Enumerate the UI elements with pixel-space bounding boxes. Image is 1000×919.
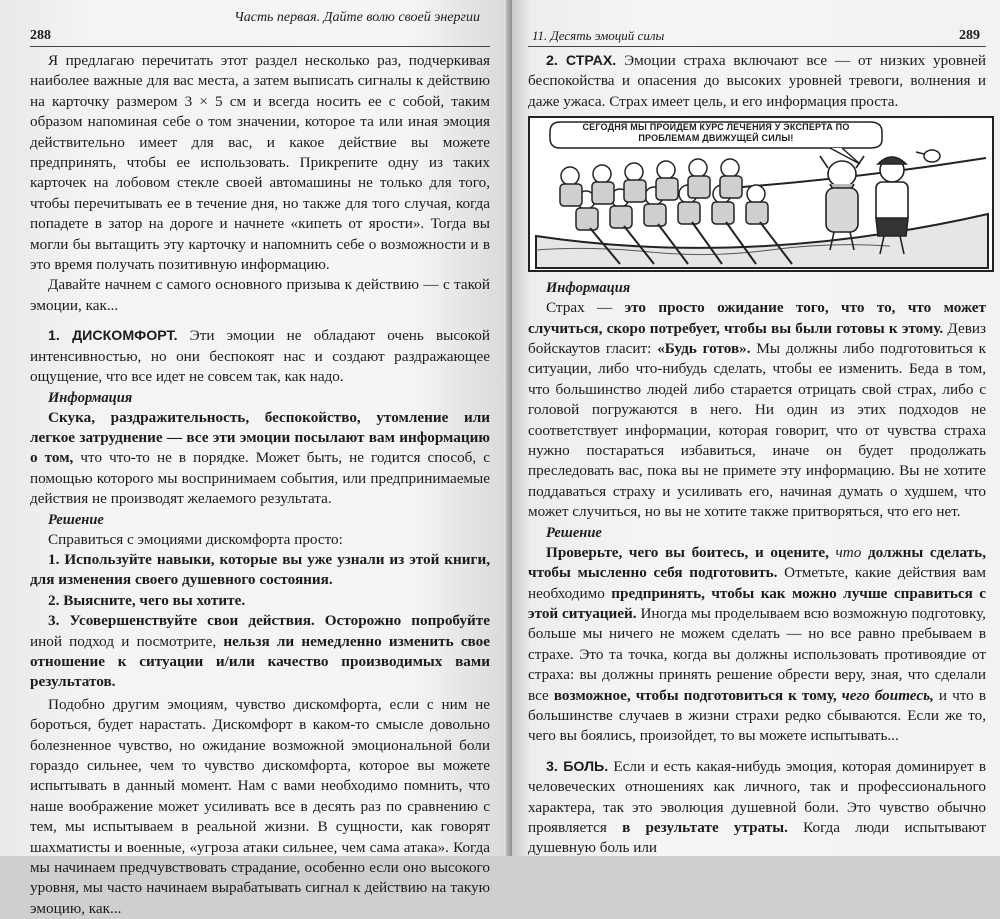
chapter-title: 11. Десять эмоций силы xyxy=(532,28,665,43)
chapter-title: Часть первая. Дайте волю своей энергии xyxy=(234,10,480,25)
section-fear: 2. СТРАХ. Эмоции страха включают все — от низких уровней беспокойства и опасения до высоких уровней тревоги, волнения и даже ужаса. Страх имеет цель, и его информация проста. xyxy=(528,52,986,110)
right-page xyxy=(512,0,1000,856)
intro-paragraph: Я предлагаю перечитать этот раздел несколько раз, подчеркивая наиболее важные для вас места, а затем выписать сигналы к действию на карточку размером 3 × 5 см и всегда носить ее с собой, таким образом напоминая себе о том значении, которое та или иная эмоция действительно имеет для вас, и какое действие вы можете предпринять, чтобы ее использовать. Прикрепите одну из таких карточек на лобовом стекле своей автомашины не только для того, чтобы перечитывать ее в течение дня, но также для того случая, когда попадете в затор на дороге и начнете «кипеть от ярости». Тогда вы могли бы вытащить эту карточку и напомнить себе о возможности и в это время получать позитивную информацию. xyxy=(30,52,490,274)
solution-label: Решение xyxy=(546,524,602,541)
step-3: 3. Усовершенствуйте свои действия. Осторожно попробуйте иной подход и посмотрите, нельзя ли немедленно изменить свое отношение к ситуации и/или качество производимых вами результатов. xyxy=(30,612,490,691)
section-heading: 2. СТРАХ. xyxy=(546,53,617,69)
section-discomfort: 1. ДИСКОМФОРТ. Эти эмоции не обладают очень высокой интенсивностью, но они беспокоят нас и создают раздражающее ощущение, что все идет не совсем так, как надо. xyxy=(30,327,490,386)
info-paragraph: Скука, раздражительность, беспокойство, утомление или легкое затруднение — все эти эмоции посылают вам информацию о том, что что-то не в порядке. Может быть, не годится способ, с помощью которого мы воспринимаем события, или предпринимаемые действия не производят желаемого результата. xyxy=(30,408,490,508)
page-number: 288 xyxy=(30,28,51,43)
cartoon-illustration xyxy=(528,116,994,272)
fear-info-paragraph: Страх — это просто ожидание того, что то, что может случиться, скоро потребует, чтобы вы были готовы к этому. Девиз бойскаутов гласит: «Будь готов». Мы должны либо подготовиться к ситуации, либо что-нибудь сделать, чтобы ее изменить. Беда в том, что большинство людей либо старается отрицать свой страх, либо с головой погружаются в него. Ни один из этих подходов не соответствует информации, которая говорит, что от чувства страха нужно постараться избавиться, иначе он будет продолжать преследовать вас, пока вы не примете эту информацию. Вы не хотите поддаваться страху и усиливать его, начиная думать о худшем, что может случиться, но вы не хотите также притворяться, что его нет. xyxy=(528,299,987,521)
page-number: 289 xyxy=(959,28,980,43)
info-label: Информация xyxy=(546,280,631,297)
left-running-head xyxy=(30,8,490,47)
fear-solution-paragraph: Проверьте, чего вы боитесь, и оцените, что должны сделать, чтобы мысленно себя подготовить. Отметьте, какие действия вам необходимо предпринять, чтобы как можно лучше справиться с этой ситуацией. Иногда мы проделываем всю возможную подготовку, больше мы ничего не можем сделать — но все равно пребываем в страхе. Это та точка, когда вы должны использовать противоядие от страха: вы должны принять решение обрести веру, зная, что сделали все возможное, чтобы подготовиться к тому, чего боитесь, и что в большинстве случаев в жизни страхи редко сбываются. Если же то, чего вы боялись, произойдет, то вы можете испытывать... xyxy=(528,543,987,745)
section-heading: 3. БОЛЬ. xyxy=(546,758,609,775)
right-running-head xyxy=(528,8,986,47)
cartoon-caption: СЕГОДНЯ МЫ ПРОЙДЕМ КУРС ЛЕЧЕНИЯ У ЭКСПЕРТА ПО ПРОБЛЕМАМ ДВИЖУЩЕЙ СИЛЫ! xyxy=(582,122,850,144)
closing-paragraph: Подобно другим эмоциям, чувство дискомфорта, если с ним не бороться, будет нарастать. Дискомфорт в каком-то смысле довольно болезненное чувство, но ожидание возможной эмоциональной боли гораздо сильнее, чем то чувство дискомфорта, которое вы можете испытывать в данный момент. Нам с вами необходимо помнить, что наше воображение может усиливать все в десять раз по сравнению с тем, мы испытываем в реальной жизни. В сущности, как говорят шахматисты и военные, «угроза атаки сильнее, чем сама атака». Когда мы начинаем предчувствовать страдание, особенно если оно высокого уровня, мы часто начинаем вырабатывать сигнал к действию на такую эмоцию, как... xyxy=(30,695,490,917)
section-heading: 1. ДИСКОМФОРТ. xyxy=(48,328,178,345)
step-2: 2. Выясните, чего вы хотите. xyxy=(48,591,246,609)
solution-intro: Справиться с эмоциями дискомфорта просто: xyxy=(48,530,343,548)
info-label: Информация xyxy=(48,389,133,406)
step-1: 1. Используйте навыки, которые вы уже узнали из этой книги, для изменения своего душевного состояния. xyxy=(30,550,490,589)
section-pain: 3. БОЛЬ. Если и есть какая-нибудь эмоция, которая доминирует в человеческих отношениях как личного, так и профессионального характера, так это эволюция душевной боли. Это чувство обычно проявляется в результате утраты. Когда люди испытывают душевную боль или xyxy=(528,757,986,857)
solution-label: Решение xyxy=(48,511,104,528)
intro-paragraph: Давайте начнем с самого основного призыва к действию — с такой эмоции, как... xyxy=(30,276,490,314)
